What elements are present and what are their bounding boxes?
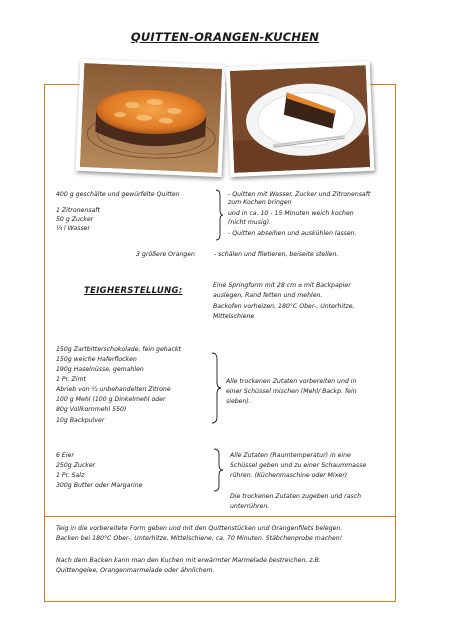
- ingredient-line: 100 g Mehl (100 g Dinkelmehl oder: [56, 396, 166, 403]
- final-line: Nach dem Backen kann man den Kuchen mit erwärmter Marmelade bestreichen, z.B.: [56, 557, 321, 564]
- cake-slice-photo: [226, 61, 375, 177]
- ingredient-line: 6 Eier: [56, 452, 74, 459]
- intro-line: Eine Springform mit 28 cm ⌀ mit Backpapier: [213, 282, 351, 289]
- ingredient-line: Abrieb von ½ unbehandelten Zitrone: [56, 386, 171, 393]
- ingredient-line: 80g Vollkornmehl 550): [56, 406, 127, 413]
- curly-brace-icon: [212, 448, 224, 492]
- step-line: Alle trockenen Zutaten vorbereiten und in: [226, 378, 357, 385]
- ingredient-line: 150g Zartbitterschokolade, fein gehackt: [56, 346, 181, 353]
- final-line: Teig in die vorbereitete Form geben und mit den Quittenstücken und Orangenfilets belegen.: [56, 525, 343, 532]
- step-line: und in ca. 10 - 15 Minuten weich kochen: [228, 210, 354, 217]
- ingredient-line: 1 Pr. Salz: [56, 472, 85, 479]
- step-line: - Quitten abseihen und auskühlen lassen.: [228, 230, 357, 237]
- step-line: unterrühren.: [230, 503, 270, 510]
- ingredient-line: 300g Butter oder Margarine: [56, 482, 143, 489]
- recipe-title: QUITTEN-ORANGEN-KUCHEN: [130, 30, 320, 44]
- step-line: sieben).: [226, 398, 251, 405]
- intro-line: Backofen vorheizen, 180°C Ober-, Unterhitze,: [213, 303, 355, 310]
- final-line: Backen bei 180°C Ober-, Unterhitze, Mittelschiene, ca. 70 Minuten. Stäbchenprobe machen!: [56, 535, 343, 542]
- final-line: Quittengelee, Orangenmarmelade oder ähnlichem.: [56, 567, 215, 574]
- orange-step: - schälen und filetieren, beiseite stellen.: [214, 251, 339, 258]
- step-line: rühren. (Küchenmaschine oder Mixer): [230, 472, 348, 479]
- orange-ingredient: 3 größere Orangen: [136, 251, 195, 258]
- step-line: zum Kochen bringen: [228, 199, 292, 206]
- intro-line: Mittelschiene: [213, 313, 255, 320]
- step-line: - Quitten mit Wasser, Zucker und Zitronensaft: [228, 191, 371, 198]
- intro-line: auslegen, Rand fetten und mehlen.: [213, 292, 323, 299]
- ingredient-line: 400 g geschälte und gewürfelte Quitten: [56, 191, 180, 198]
- ingredient-line: 10g Backpulver: [56, 417, 105, 424]
- ingredient-line: 150g weiche Haferflocken: [56, 356, 137, 363]
- step-line: Schüssel geben und zu einer Schaummasse: [230, 462, 367, 469]
- step-line: (nicht musig).: [228, 219, 271, 226]
- cake-photo: [76, 59, 227, 177]
- step-line: einer Schüssel mischen (Mehl/ Backp. fein: [226, 388, 357, 395]
- step-line: Die trockenen Zutaten zugeben und rasch: [230, 493, 362, 500]
- section-divider: [44, 516, 396, 517]
- ingredient-line: 250g Zucker: [56, 462, 96, 469]
- ingredient-line: ¼ l Wasser: [56, 225, 91, 232]
- ingredient-line: 50 g Zucker: [56, 216, 94, 223]
- curly-brace-icon: [210, 352, 222, 424]
- ingredient-line: 1 Pr. Zimt: [56, 376, 86, 383]
- curly-brace-icon: [214, 189, 224, 241]
- ingredient-line: 190g Haselnüsse, gemahlen: [56, 366, 144, 373]
- ingredient-line: 1 Zitronensaft: [56, 207, 100, 214]
- dough-heading: TEIGHERSTELLUNG:: [84, 286, 183, 296]
- step-line: Alle Zutaten (Raumtemperatur) in eine: [230, 452, 351, 459]
